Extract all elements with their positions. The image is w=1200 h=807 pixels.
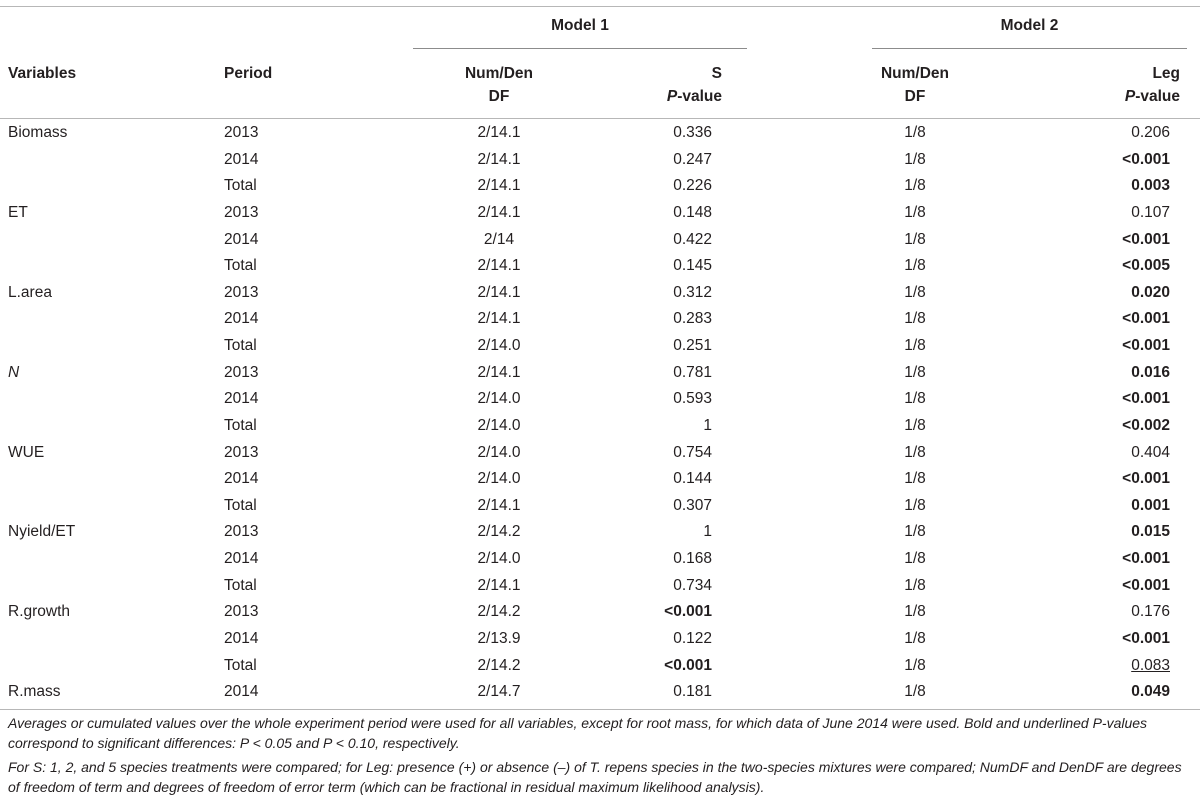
cell-s-pvalue: 0.593	[673, 390, 712, 408]
cell-numden-model1: 2/14.1	[477, 310, 521, 328]
table-row	[0, 333, 1200, 360]
cell-numden-model2: 1/8	[904, 470, 926, 488]
cell-period: Total	[224, 656, 257, 674]
cell-period: 2013	[224, 283, 259, 301]
cell-variable: Biomass	[8, 124, 68, 141]
footnote-1: Averages or cumulated values over the whole experiment period were used for all variables, except for root mass, for which data of June 2014 were used. Bold and underlined P-values correspond to significant differences: P < 0.05 and P < 0.10, respectively.	[8, 715, 1148, 751]
cell-numden-model2: 1/8	[904, 283, 926, 301]
cell-leg-pvalue: <0.001	[1122, 337, 1170, 354]
table-row	[0, 573, 1200, 600]
table-row	[0, 227, 1200, 254]
cell-s-pvalue: <0.001	[664, 603, 712, 621]
table-row	[0, 546, 1200, 573]
cell-numden-model1: 2/14.0	[477, 550, 521, 567]
header-leg-line2	[1020, 85, 1180, 108]
cell-period: 2014	[224, 629, 259, 647]
cell-s-pvalue: 0.754	[673, 443, 712, 461]
model1-title: Model 1	[551, 17, 609, 34]
cell-leg-pvalue: <0.001	[1122, 390, 1170, 408]
header-leg-line1: Leg	[1152, 65, 1180, 82]
cell-leg-pvalue: 0.404	[1131, 443, 1170, 461]
table-row	[0, 120, 1200, 147]
table-row	[0, 679, 1200, 706]
cell-leg-pvalue: 0.083	[1131, 656, 1170, 674]
cell-period: Total	[224, 576, 257, 594]
cell-numden-model2: 1/8	[904, 443, 926, 461]
cell-variable: ET	[8, 203, 28, 221]
header-s-rest: -value	[677, 88, 722, 105]
cell-numden-model1: 2/14.1	[477, 576, 521, 594]
table-row	[0, 173, 1200, 200]
cell-numden-model2: 1/8	[904, 310, 926, 328]
cell-numden-model2: 1/8	[904, 523, 926, 541]
table-row	[0, 653, 1200, 680]
cell-period: 2013	[224, 443, 259, 461]
header-s-line2	[560, 85, 722, 108]
cell-s-pvalue: 0.181	[673, 683, 712, 701]
cell-numden-model1: 2/13.9	[477, 629, 521, 647]
cell-s-pvalue: 0.168	[673, 550, 712, 567]
cell-numden-model1: 2/14.1	[477, 363, 521, 381]
cell-period: 2014	[224, 683, 259, 701]
cell-numden-model2: 1/8	[904, 337, 926, 354]
cell-leg-pvalue: 0.015	[1131, 523, 1170, 541]
model2-title: Model 2	[1000, 17, 1059, 34]
cell-leg-pvalue: <0.002	[1122, 416, 1170, 434]
cell-leg-pvalue: <0.001	[1122, 310, 1170, 328]
cell-leg-pvalue: <0.001	[1122, 470, 1170, 488]
cell-variable: L.area	[8, 283, 52, 301]
cell-period: 2013	[224, 603, 259, 621]
cell-period: Total	[224, 257, 257, 275]
cell-numden-model1: 2/14.1	[477, 177, 521, 195]
cell-s-pvalue: 0.283	[673, 310, 712, 328]
cell-numden-model1: 2/14.7	[477, 683, 521, 701]
cell-period: 2013	[224, 124, 259, 141]
cell-period: 2014	[224, 470, 259, 488]
header-leg-p: P	[1124, 88, 1136, 105]
cell-period: 2013	[224, 523, 259, 541]
cell-leg-pvalue: <0.001	[1122, 550, 1170, 567]
header-leg-rest: -value	[1135, 88, 1180, 105]
cell-s-pvalue: 0.247	[673, 150, 712, 168]
cell-numden-model1: 2/14.0	[477, 416, 521, 434]
table-row	[0, 386, 1200, 413]
cell-s-pvalue: 0.422	[673, 230, 712, 248]
table-row	[0, 360, 1200, 387]
cell-numden-model2: 1/8	[904, 550, 926, 567]
cell-s-pvalue: 0.312	[673, 283, 712, 301]
cell-numden-model2: 1/8	[904, 629, 926, 647]
cell-numden-model2: 1/8	[904, 390, 926, 408]
cell-numden-model1: 2/14.1	[477, 257, 521, 275]
cell-variable: WUE	[8, 443, 45, 461]
cell-leg-pvalue: 0.049	[1131, 683, 1170, 701]
header-bottom-rule	[0, 118, 1200, 119]
model2-underline	[872, 48, 1187, 49]
cell-leg-pvalue: <0.001	[1122, 629, 1170, 647]
cell-s-pvalue: 0.144	[673, 470, 712, 488]
cell-period: 2014	[224, 310, 259, 328]
cell-numden-model2: 1/8	[904, 416, 926, 434]
cell-s-pvalue: 0.734	[673, 576, 712, 594]
cell-numden-model1: 2/14	[483, 230, 515, 248]
cell-variable: N	[8, 363, 20, 381]
cell-period: 2013	[224, 203, 259, 221]
cell-numden-model2: 1/8	[904, 363, 926, 381]
table-row	[0, 493, 1200, 520]
cell-leg-pvalue: 0.176	[1131, 603, 1170, 621]
header-leg-pvalue	[1020, 62, 1180, 108]
cell-s-pvalue: 0.781	[673, 363, 712, 381]
cell-leg-pvalue: 0.107	[1131, 203, 1170, 221]
cell-numden-model2: 1/8	[904, 150, 926, 168]
cell-numden-model1: 2/14.1	[477, 203, 521, 221]
cell-numden-model1: 2/14.1	[477, 150, 521, 168]
cell-leg-pvalue: 0.016	[1131, 363, 1170, 381]
cell-leg-pvalue: 0.001	[1131, 496, 1170, 514]
header-numden-model2	[855, 62, 975, 108]
cell-leg-pvalue: 0.020	[1131, 283, 1170, 301]
cell-leg-pvalue: <0.001	[1122, 230, 1170, 248]
cell-period: 2014	[224, 390, 259, 408]
cell-leg-pvalue: 0.206	[1131, 124, 1170, 141]
cell-period: Total	[224, 337, 257, 354]
cell-s-pvalue: 0.226	[673, 177, 712, 195]
cell-numden-model1: 2/14.0	[477, 443, 521, 461]
cell-numden-model1: 2/14.1	[477, 124, 521, 141]
table-top-rule	[0, 6, 1200, 7]
table-row	[0, 306, 1200, 333]
model1-underline	[413, 48, 747, 49]
table-row	[0, 147, 1200, 174]
header-numden-model1-line1: Num/Den	[464, 65, 534, 82]
cell-numden-model1: 2/14.2	[477, 656, 521, 674]
cell-variable: R.mass	[8, 683, 61, 701]
header-s-pvalue	[560, 62, 722, 108]
cell-variable: Nyield/ET	[8, 523, 76, 541]
cell-numden-model2: 1/8	[904, 230, 926, 248]
header-numden-model1-line2: DF	[488, 88, 510, 105]
table-bottom-rule	[0, 709, 1200, 710]
cell-s-pvalue: <0.001	[664, 656, 712, 674]
cell-s-pvalue: 0.145	[673, 257, 712, 275]
cell-numden-model2: 1/8	[904, 683, 926, 701]
cell-period: 2014	[224, 550, 259, 567]
cell-period: Total	[224, 496, 257, 514]
table-row	[0, 519, 1200, 546]
cell-leg-pvalue: <0.001	[1122, 150, 1170, 168]
cell-numden-model2: 1/8	[904, 124, 926, 141]
cell-numden-model1: 2/14.0	[477, 390, 521, 408]
table-row	[0, 599, 1200, 626]
cell-numden-model1: 2/14.2	[477, 603, 521, 621]
table-body	[0, 120, 1200, 706]
cell-numden-model2: 1/8	[904, 576, 926, 594]
cell-numden-model1: 2/14.1	[477, 496, 521, 514]
table-row	[0, 280, 1200, 307]
header-period: Period	[224, 65, 273, 82]
cell-period: 2013	[224, 363, 259, 381]
cell-leg-pvalue: 0.003	[1131, 177, 1170, 195]
cell-leg-pvalue: <0.005	[1122, 257, 1170, 275]
cell-s-pvalue: 0.307	[673, 496, 712, 514]
table-row	[0, 200, 1200, 227]
cell-s-pvalue: 1	[703, 523, 712, 541]
cell-numden-model2: 1/8	[904, 496, 926, 514]
cell-numden-model1: 2/14.2	[477, 523, 521, 541]
cell-numden-model2: 1/8	[904, 177, 926, 195]
table-row	[0, 626, 1200, 653]
header-numden-model2-line2: DF	[904, 88, 926, 105]
footnote-2: For S: 1, 2, and 5 species treatments were compared; for Leg: presence (+) or absence (–) of T. repens species in the two-species mixtures were compared; NumDF and DenDF are degrees of freedom of term and degrees of freedom of error term (which can be fractional in residual maximum likelihood analysis).	[8, 759, 1182, 795]
header-variables: Variables	[8, 65, 77, 82]
header-s-line1: S	[711, 65, 722, 82]
cell-numden-model1: 2/14.0	[477, 337, 521, 354]
table-row	[0, 253, 1200, 280]
cell-s-pvalue: 0.336	[673, 124, 712, 141]
table-row	[0, 466, 1200, 493]
cell-period: 2014	[224, 230, 259, 248]
cell-variable: R.growth	[8, 603, 71, 621]
cell-leg-pvalue: <0.001	[1122, 576, 1170, 594]
header-numden-model2-line1: Num/Den	[880, 65, 950, 82]
cell-numden-model1: 2/14.0	[477, 470, 521, 488]
cell-numden-model2: 1/8	[904, 203, 926, 221]
cell-s-pvalue: 0.251	[673, 337, 712, 354]
table-row	[0, 413, 1200, 440]
table-row	[0, 440, 1200, 467]
cell-numden-model2: 1/8	[904, 603, 926, 621]
cell-numden-model2: 1/8	[904, 656, 926, 674]
cell-numden-model2: 1/8	[904, 257, 926, 275]
cell-period: Total	[224, 416, 257, 434]
cell-s-pvalue: 1	[703, 416, 712, 434]
header-s-p: P	[666, 88, 678, 105]
cell-numden-model1: 2/14.1	[477, 283, 521, 301]
cell-period: Total	[224, 177, 257, 195]
cell-period: 2014	[224, 150, 259, 168]
cell-s-pvalue: 0.148	[673, 203, 712, 221]
cell-s-pvalue: 0.122	[673, 629, 712, 647]
